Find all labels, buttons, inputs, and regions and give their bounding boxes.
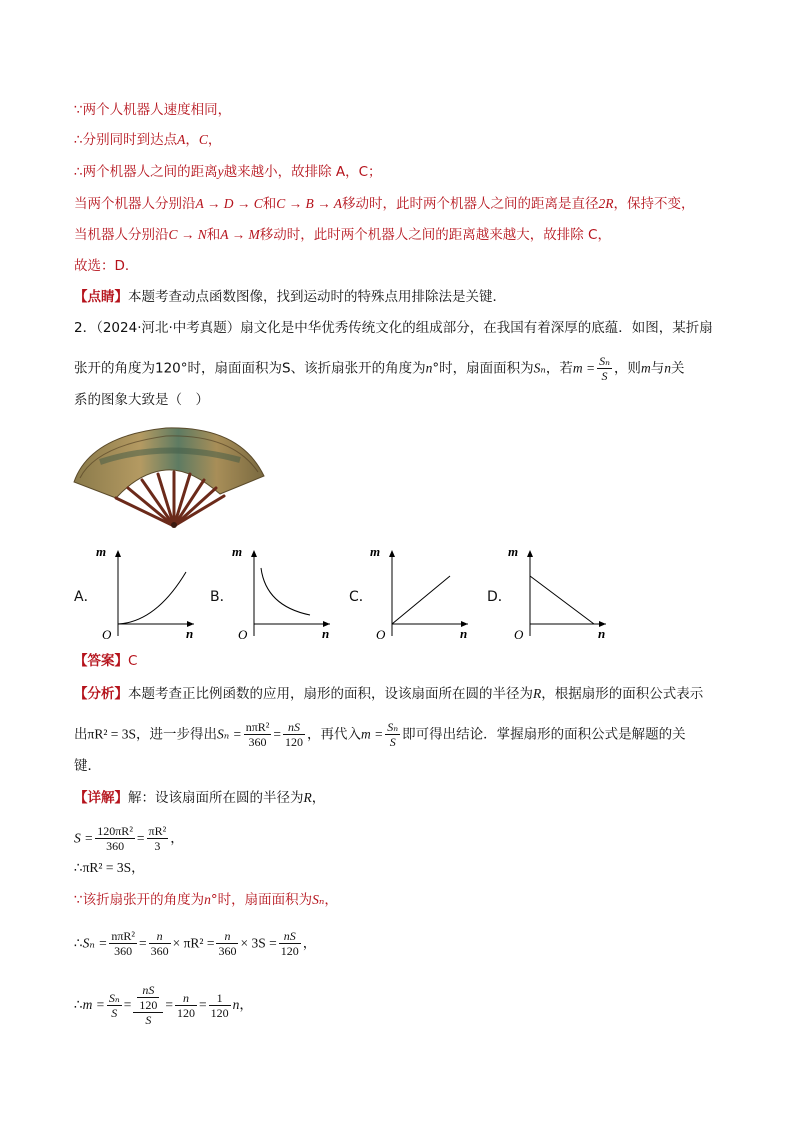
text: ， xyxy=(170,830,184,847)
denominator: S xyxy=(111,1005,118,1020)
denominator: 360 xyxy=(248,735,267,749)
denominator: 3 xyxy=(154,839,161,853)
denominator: 360 xyxy=(106,839,125,853)
numerator: nπR² xyxy=(245,720,270,734)
analysis-line xyxy=(74,684,703,704)
fraction xyxy=(385,720,400,749)
x-axis-label: n xyxy=(186,626,194,641)
math: πR² = 3S xyxy=(87,726,136,742)
option-c-graph xyxy=(368,544,474,644)
text: ∵该折扇张开的角度为 xyxy=(74,892,205,908)
fraction xyxy=(283,720,305,749)
question-line: 系的图象大致是（ ） xyxy=(74,392,209,408)
detail-tag: 【详解】 xyxy=(74,790,128,806)
text-line xyxy=(74,162,382,182)
denominator: 120 xyxy=(280,944,299,958)
text-line xyxy=(74,225,611,245)
question-line xyxy=(74,354,684,383)
numerator: Sₙ xyxy=(387,720,399,734)
analysis-line: 键． xyxy=(74,758,101,774)
text: ， xyxy=(239,997,253,1013)
text-line xyxy=(74,130,221,150)
text: ，再代入 xyxy=(307,726,362,743)
option-a-label: A． xyxy=(74,589,98,605)
math: Sₙ xyxy=(533,360,546,376)
math: × 3S = xyxy=(240,935,277,951)
x-axis-label: n xyxy=(598,626,606,641)
option-b-label: B． xyxy=(210,589,234,605)
math: C xyxy=(198,132,208,147)
fraction xyxy=(279,929,301,958)
x-axis-label: n xyxy=(322,626,330,641)
denominator: 360 xyxy=(114,944,133,958)
fraction xyxy=(95,824,135,853)
y-axis-label: m xyxy=(96,544,107,559)
origin-label: O xyxy=(514,627,524,642)
numerator: Sₙ xyxy=(108,990,120,1005)
origin-label: O xyxy=(102,627,112,642)
text: ， xyxy=(324,892,338,908)
analysis-tag: 【分析】 xyxy=(74,686,128,702)
fraction xyxy=(137,983,159,1012)
detail-line xyxy=(74,824,184,853)
text: ∴分别同时到达点 xyxy=(74,132,178,148)
text: ，则 xyxy=(613,360,641,377)
numerator: 1 xyxy=(209,991,231,1006)
text-line xyxy=(74,194,695,214)
math: = xyxy=(138,935,147,951)
math: A → D → C xyxy=(195,196,263,211)
numerator: Sₙ xyxy=(599,354,610,368)
math: = xyxy=(198,997,207,1012)
origin-label: O xyxy=(376,627,386,642)
option-b-graph xyxy=(230,544,336,644)
y-axis-arrow xyxy=(115,550,121,557)
text: ， xyxy=(311,790,326,806)
denominator: 360 xyxy=(218,944,237,958)
math: × πR² = xyxy=(172,935,215,951)
denominator: S xyxy=(389,735,396,749)
text: ∴ xyxy=(74,935,83,952)
math: R xyxy=(533,686,542,701)
text: 和 xyxy=(262,196,277,212)
math: πR² = 3S xyxy=(82,860,132,875)
denominator: 120 xyxy=(176,1005,195,1020)
math: A xyxy=(177,132,186,147)
math: R xyxy=(303,790,312,805)
detail-line xyxy=(74,929,316,958)
y-axis-label: m xyxy=(508,544,519,559)
detail-line xyxy=(74,788,325,808)
text: ，进一步得出 xyxy=(136,726,217,743)
text: 当两个机器人分别沿 xyxy=(74,196,196,212)
text: 移动时，此时两个机器人之间的距离越来越大，故排除 C， xyxy=(259,227,611,243)
numerator: πR² xyxy=(148,824,167,838)
folding-fan-image xyxy=(70,422,268,530)
math: = xyxy=(136,830,145,846)
text: 与 xyxy=(650,360,665,377)
text: ， xyxy=(131,860,145,876)
fraction xyxy=(175,991,197,1020)
math: Sₙ = xyxy=(82,935,108,951)
fraction xyxy=(216,929,238,958)
text: ∴ xyxy=(74,860,83,876)
math: m xyxy=(640,360,651,376)
y-axis-arrow xyxy=(527,550,533,557)
origin-label: O xyxy=(238,627,248,642)
denominator: 120 xyxy=(210,1005,229,1020)
fraction xyxy=(597,354,612,383)
math: n xyxy=(204,892,211,907)
fraction xyxy=(244,720,272,749)
option-c-label: C． xyxy=(349,589,373,605)
text-line: ∵两个人机器人速度相同， xyxy=(74,102,232,118)
fraction xyxy=(107,991,122,1020)
question-line: 2．（2024·河北·中考真题）扇文化是中华优秀传统文化的组成部分，在我国有着深厚的底蕴．如图，某折扇 xyxy=(74,320,713,336)
denominator: 360 xyxy=(150,944,169,958)
denominator: S xyxy=(145,1013,152,1027)
fraction xyxy=(109,929,137,958)
math: n xyxy=(664,360,671,376)
text: ，根据扇形的面积公式表示 xyxy=(541,686,704,702)
detail-line xyxy=(74,983,253,1027)
compound-fraction xyxy=(133,983,163,1027)
math: n xyxy=(425,360,433,376)
text: °时，扇面面积为 xyxy=(432,360,534,377)
tip-line xyxy=(74,287,506,307)
math: = xyxy=(273,726,282,742)
math: Sₙ = xyxy=(217,726,242,742)
math: y xyxy=(217,164,224,179)
text: 即可得出结论．掌握扇形的面积公式是解题的关 xyxy=(402,726,686,743)
text: ∴ xyxy=(74,997,83,1013)
option-d-label: D． xyxy=(487,589,512,605)
math: A → M xyxy=(220,227,260,242)
text: 和 xyxy=(206,227,221,243)
text: ， xyxy=(302,935,317,952)
x-axis-label: n xyxy=(460,626,468,641)
text: 越来越小，故排除 A，C； xyxy=(223,164,382,180)
fraction xyxy=(209,991,231,1020)
text: 本题考查动点函数图像，找到运动时的特殊点用排除法是关键． xyxy=(128,289,506,305)
y-axis-label: m xyxy=(232,544,243,559)
graph-line xyxy=(392,576,450,624)
math: n xyxy=(232,997,240,1012)
detail-line xyxy=(74,890,338,910)
math: Sₙ xyxy=(312,892,325,907)
text: ， xyxy=(185,132,199,148)
math: m = xyxy=(82,997,105,1012)
math: C → B → A xyxy=(276,196,343,211)
text: ，若 xyxy=(545,360,573,377)
graph-curve xyxy=(118,572,186,624)
y-axis-arrow xyxy=(389,550,395,557)
text: ， xyxy=(207,132,222,148)
math: 2R xyxy=(598,196,614,211)
math: = xyxy=(165,997,173,1012)
numerator: n xyxy=(149,929,171,944)
denominator: 120 xyxy=(139,998,158,1012)
numerator: 120πR² xyxy=(97,824,133,838)
text: °时，扇面面积为 xyxy=(210,892,313,908)
tip-tag: 【点睛】 xyxy=(74,289,128,305)
text: 当机器人分别沿 xyxy=(74,227,169,243)
detail-line xyxy=(74,858,145,878)
option-a-graph xyxy=(94,544,200,644)
text: 解：设该扇面所在圆的半径为 xyxy=(128,790,304,806)
answer-tag: 【答案】 xyxy=(74,653,128,669)
graph-curve xyxy=(261,568,310,615)
y-axis-arrow xyxy=(251,550,257,557)
y-axis-label: m xyxy=(370,544,381,559)
fraction xyxy=(147,824,169,853)
option-d-graph xyxy=(506,544,612,644)
text: 出 xyxy=(74,726,88,743)
numerator: nS xyxy=(137,983,159,998)
numerator: nπR² xyxy=(111,929,135,943)
text: 移动时，此时两个机器人之间的距离是直径 xyxy=(342,196,599,212)
text: 张开的角度为120°时，扇面面积为S、该折扇张开的角度为 xyxy=(74,360,426,377)
math: S = xyxy=(74,830,94,846)
numerator xyxy=(133,983,163,1013)
math: = xyxy=(123,997,132,1012)
text: ∴两个机器人之间的距离 xyxy=(74,164,218,180)
math: m = xyxy=(361,726,384,742)
text-line: 故选：D． xyxy=(74,258,139,274)
text: ，保持不变， xyxy=(613,196,695,212)
answer-line xyxy=(74,651,137,671)
numerator: n xyxy=(216,929,238,944)
numerator: nS xyxy=(279,929,301,944)
text: 关 xyxy=(670,360,685,377)
denominator: S xyxy=(601,369,608,383)
math: m = xyxy=(572,360,596,376)
numerator: nS xyxy=(283,720,305,735)
denominator: 120 xyxy=(285,735,304,749)
fraction xyxy=(149,929,171,958)
analysis-line xyxy=(74,720,686,749)
answer-value: C xyxy=(128,653,138,669)
numerator: n xyxy=(175,991,197,1006)
graph-line xyxy=(530,576,594,624)
text: 本题考查正比例函数的应用，扇形的面积，设该扇面所在圆的半径为 xyxy=(128,686,533,702)
math: C → N xyxy=(168,227,207,242)
